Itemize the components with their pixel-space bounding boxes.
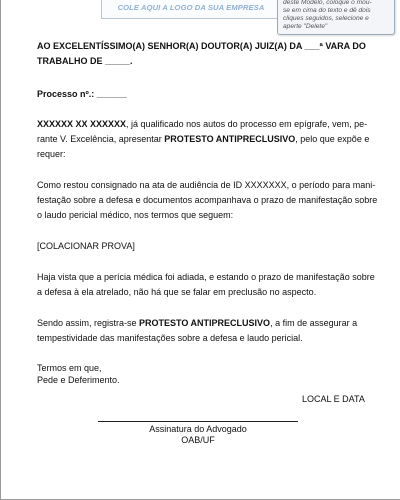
paragraph-line: festação sobre a defesa e documentos acompanhava o prazo de manifestação sobre <box>37 195 378 205</box>
signature-label: Assinatura do Advogado <box>149 424 247 434</box>
comment-line: deste Modelo, coloque o mou- <box>283 0 372 6</box>
intro-text: , já qualificado nos autos do processo em epígrafe, vem, pe- <box>126 119 368 129</box>
paragraph-text: , a fim de assegurar a <box>270 318 358 328</box>
intro-text: , pelo que expõe e <box>295 134 370 144</box>
party-name: XXXXXX XX XXXXXX <box>37 119 127 129</box>
logo-placeholder-label: COLE AQUI A LOGO DA SUA EMPRESA <box>117 3 265 12</box>
paragraph-line: Como restou consignado na ata de audiência de ID XXXXXXX, o período para mani- <box>37 180 376 190</box>
intro-line <box>37 118 367 130</box>
comment-line: aperte "Delete" <box>283 23 328 30</box>
closing-line: Termos em que, <box>37 363 102 373</box>
logo-placeholder[interactable] <box>101 0 281 19</box>
comment-balloon[interactable] <box>277 0 395 35</box>
closing-line: Pede e Deferimento. <box>37 375 120 385</box>
signature-line <box>98 421 298 422</box>
addressee-line: AO EXCELENTÍSSIMO(A) SENHOR(A) DOUTOR(A) JUIZ(A) DA ___ª VARA DO <box>37 41 366 51</box>
paragraph-line: tempestividade das manifestações sobre a defesa e laudo pericial. <box>37 333 303 343</box>
place-date: LOCAL E DATA <box>302 394 365 404</box>
addressee-line: TRABALHO DE _____. <box>37 56 133 66</box>
paragraph-line <box>37 317 357 329</box>
comment-line: se em cima do texto e dê dois <box>283 7 371 14</box>
oab-label: OAB/UF <box>181 435 215 445</box>
protest-title: PROTESTO ANTIPRECLUSIVO <box>139 318 271 328</box>
evidence-placeholder: [COLACIONAR PROVA] <box>37 241 135 251</box>
paragraph-line: a defesa à ela atrelado, não há que se falar em preclusão no aspecto. <box>37 287 317 297</box>
intro-line <box>37 133 369 145</box>
paragraph-line: Haja vista que a perícia médica foi adiada, e estando o prazo de manifestação sobre <box>37 272 375 282</box>
intro-text: rante V. Excelência, apresentar <box>37 134 165 144</box>
paragraph-line: o laudo pericial médico, nos termos que seguem: <box>37 210 234 220</box>
intro-line: requer: <box>37 149 66 159</box>
process-number: Processo nº.: ______ <box>37 89 127 99</box>
paragraph-text: Sendo assim, registra-se <box>37 318 140 328</box>
comment-line: cliques seguidos, selecione e <box>283 15 369 22</box>
protest-title: PROTESTO ANTIPRECLUSIVO <box>164 134 296 144</box>
